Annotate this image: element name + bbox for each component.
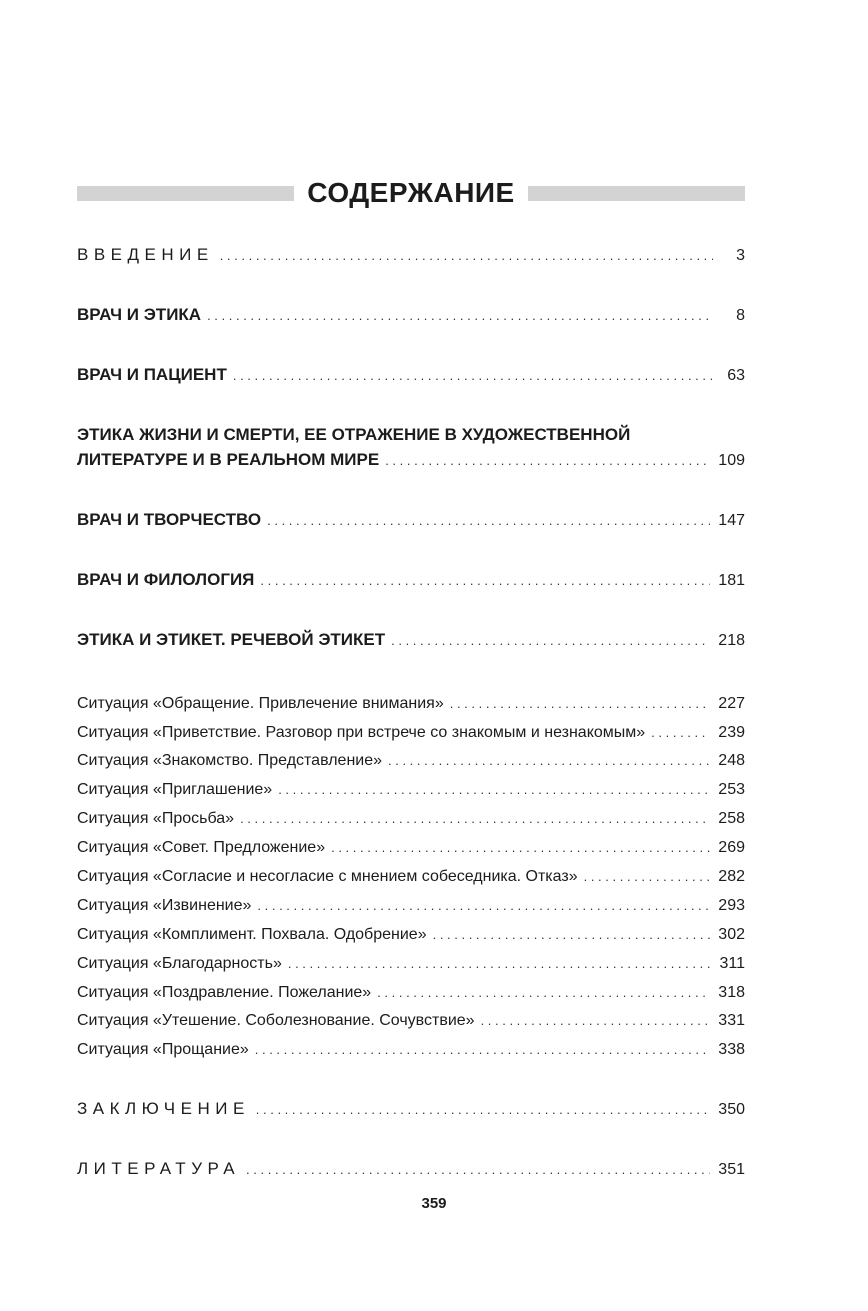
dot-leader	[377, 980, 710, 1005]
dot-leader	[391, 628, 710, 653]
toc-entry-title: ВРАЧ И ФИЛОЛОГИЯ	[77, 570, 255, 589]
toc-entry-page: 350	[718, 1101, 745, 1118]
toc-entry-title: Ситуация «Прощание»	[77, 1041, 249, 1058]
toc-entry-page: 239	[718, 724, 745, 741]
toc-entry-page: 109	[718, 452, 745, 469]
toc-entry-title: Ситуация «Комплимент. Похвала. Одобрение»	[77, 926, 427, 943]
toc-situation[interactable]	[77, 806, 745, 831]
toc-entry-page: 147	[718, 512, 745, 529]
toc-situation[interactable]	[77, 1037, 745, 1062]
toc-entry-page: 253	[718, 781, 745, 798]
toc-entry-title: ЛИТЕРАТУРА	[77, 1159, 241, 1178]
dot-leader	[240, 806, 710, 831]
toc-situation[interactable]	[77, 980, 745, 1005]
toc-entry-page: 293	[718, 897, 745, 914]
toc-entry-page: 331	[718, 1012, 745, 1029]
dot-leader	[260, 568, 710, 593]
toc-entry-doctor-creativity[interactable]	[77, 507, 745, 533]
dot-leader	[651, 720, 710, 745]
page-title: СОДЕРЖАНИЕ	[307, 177, 515, 208]
toc-entry-title: Ситуация «Приглашение»	[77, 781, 273, 798]
toc-situation[interactable]	[77, 922, 745, 947]
toc-entry-page: 218	[718, 632, 745, 649]
dot-leader	[255, 1037, 711, 1062]
toc-entry-literature[interactable]	[77, 1156, 745, 1182]
toc-entry-page: 302	[718, 926, 745, 943]
toc-entry-ethics-etiquette[interactable]	[77, 627, 745, 653]
dot-leader	[246, 1157, 710, 1182]
toc-entry-title: Ситуация «Просьба»	[77, 810, 235, 827]
toc-entry-ethics-life-death-line1[interactable]: ЭТИКА ЖИЗНИ И СМЕРТИ, ЕЕ ОТРАЖЕНИЕ В ХУДОЖЕСТВЕННОЙ	[77, 425, 631, 444]
toc-situation[interactable]	[77, 864, 745, 889]
toc-situation[interactable]	[77, 748, 745, 773]
toc-entry-page: 8	[736, 307, 745, 324]
dot-leader	[331, 835, 710, 860]
dot-leader	[584, 864, 711, 889]
toc-entry-page: 227	[718, 695, 745, 712]
toc-situation[interactable]	[77, 720, 745, 745]
toc-entry-title: Ситуация «Приветствие. Разговор при встрече со знакомым и незнакомым»	[77, 724, 646, 741]
toc-entry-page: 269	[718, 839, 745, 856]
toc-situation[interactable]	[77, 777, 745, 802]
toc-situation[interactable]	[77, 951, 745, 976]
toc-entry-page: 338	[718, 1041, 745, 1058]
dot-leader	[278, 777, 710, 802]
dot-leader	[433, 922, 711, 947]
dot-leader	[481, 1008, 711, 1033]
toc-entry-doctor-patient[interactable]	[77, 362, 745, 388]
dot-leader	[388, 748, 710, 773]
toc-entry-doctor-ethics[interactable]	[77, 302, 745, 328]
toc-entry-page: 3	[736, 247, 745, 264]
toc-entry-page: 248	[718, 752, 745, 769]
toc-entry-doctor-philology[interactable]	[77, 567, 745, 593]
toc-entry-title: Ситуация «Согласие и несогласие с мнением собеседника. Отказ»	[77, 868, 578, 885]
toc-entry-title: ЗАКЛЮЧЕНИЕ	[77, 1099, 250, 1118]
dot-leader	[385, 448, 710, 473]
toc-entry-title: Ситуация «Извинение»	[77, 897, 252, 914]
dot-leader	[267, 508, 710, 533]
toc-entry-ethics-life-death[interactable]	[77, 447, 745, 473]
page-number: 359	[421, 1195, 447, 1212]
toc-entry-title: ВВЕДЕНИЕ	[77, 245, 214, 264]
toc-entry-introduction[interactable]	[77, 242, 745, 268]
toc-entry-page: 311	[719, 955, 745, 972]
toc-entry-title: ВРАЧ И ПАЦИЕНТ	[77, 365, 227, 384]
toc-situation[interactable]	[77, 893, 745, 918]
dot-leader	[288, 951, 712, 976]
toc-entry-title: ВРАЧ И ТВОРЧЕСТВО	[77, 510, 262, 529]
heading-rule-right	[528, 186, 745, 201]
toc-entry-page: 282	[718, 868, 745, 885]
toc-entry-title: ЭТИКА И ЭТИКЕТ. РЕЧЕВОЙ ЭТИКЕТ	[77, 630, 386, 649]
dot-leader	[207, 303, 713, 328]
toc-heading-row	[77, 173, 745, 213]
dot-leader	[220, 243, 713, 268]
heading-rule-left	[77, 186, 294, 201]
toc-entry-title: ЛИТЕРАТУРЕ И В РЕАЛЬНОМ МИРЕ	[77, 450, 380, 469]
toc-entry-title: Ситуация «Совет. Предложение»	[77, 839, 326, 856]
toc-entry-page: 63	[727, 367, 745, 384]
toc-entry-title: Ситуация «Поздравление. Пожелание»	[77, 984, 372, 1001]
toc-entry-title: ВРАЧ И ЭТИКА	[77, 305, 202, 324]
toc-entry-title: Ситуация «Благодарность»	[77, 955, 282, 972]
toc-entry-page: 181	[718, 572, 745, 589]
toc-situation[interactable]	[77, 835, 745, 860]
toc-entry-conclusion[interactable]	[77, 1096, 745, 1122]
toc-entry-page: 318	[718, 984, 745, 1001]
dot-leader	[257, 893, 710, 918]
dot-leader	[233, 363, 713, 388]
toc-situation[interactable]	[77, 691, 745, 716]
toc-entry-page: 351	[718, 1161, 745, 1178]
toc-entry-title: Ситуация «Утешение. Соболезнование. Сочувствие»	[77, 1012, 475, 1029]
dot-leader	[256, 1097, 711, 1122]
toc-entry-title: Ситуация «Обращение. Привлечение внимания»	[77, 695, 444, 712]
toc-situation[interactable]	[77, 1008, 745, 1033]
dot-leader	[450, 691, 711, 716]
toc-entry-title: Ситуация «Знакомство. Представление»	[77, 752, 383, 769]
toc-entry-page: 258	[718, 810, 745, 827]
